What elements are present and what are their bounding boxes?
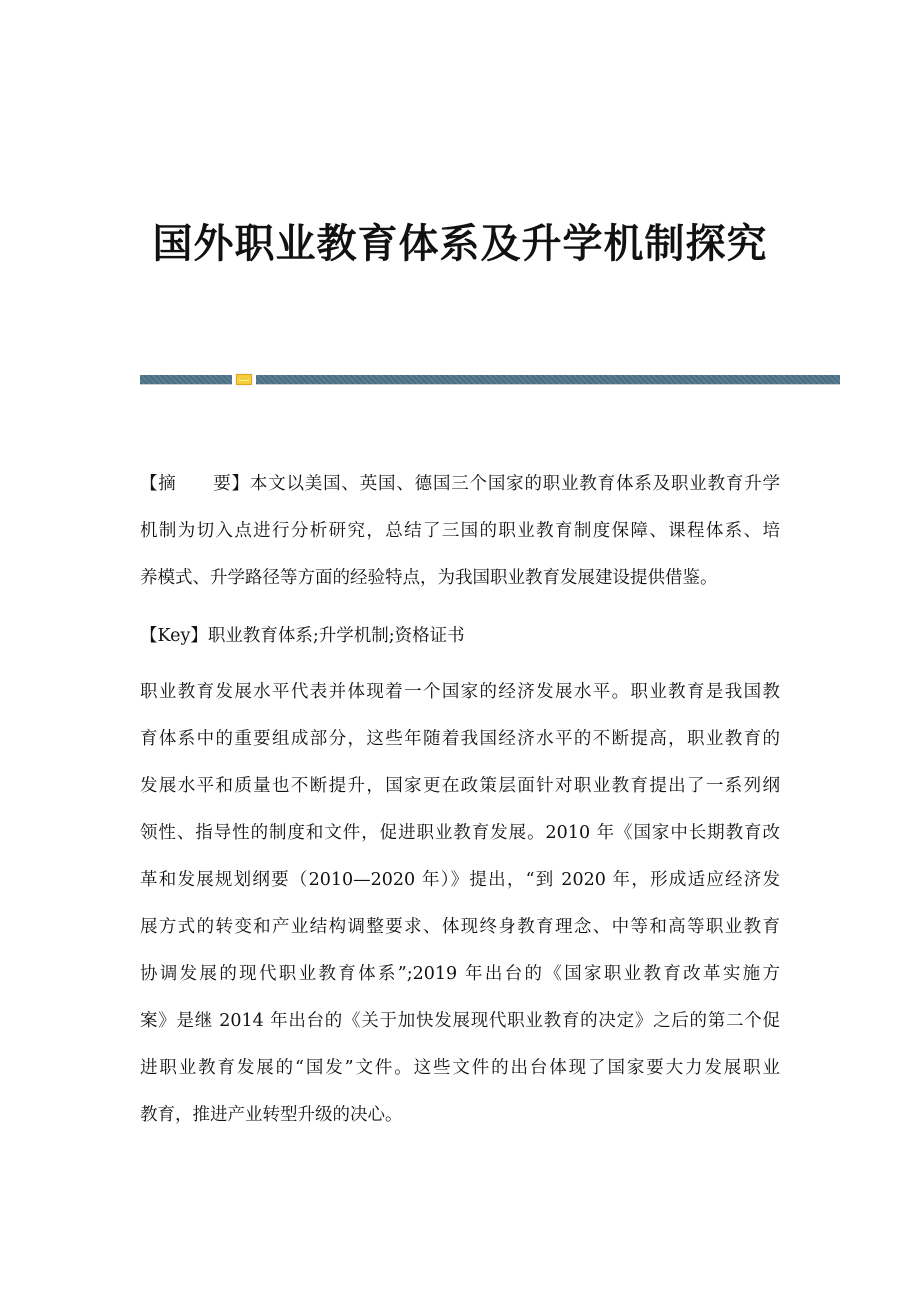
body-paragraph [140,669,780,1139]
body-line: 发展水平和质量也不断提升，国家更在政策层面针对职业教育提出了一系列纲 [140,776,780,796]
divider-bar-right [256,375,840,385]
keywords [140,613,780,660]
keywords-line: 【Key】职业教育体系;升学机制;资格证书 [140,626,465,646]
body-line: 展方式的转变和产业结构调整要求、体现终身教育理念、中等和高等职业教育 [140,917,780,937]
body-line: 职业教育发展水平代表并体现着一个国家的经济发展水平。职业教育是我国教 [140,682,780,702]
abstract [140,461,780,602]
body-line: 领性、指导性的制度和文件，促进职业教育发展。2010 年《国家中长期教育改 [140,823,780,843]
envelope-icon [236,374,252,385]
document-title: 国外职业教育体系及升学机制探究 [152,220,768,267]
divider-bar-left [140,375,232,385]
body-line: 进职业教育发展的“国发”文件。这些文件的出台体现了国家要大力发展职业 [140,1058,780,1078]
body-line: 案》是继 2014 年出台的《关于加快发展现代职业教育的决定》之后的第二个促 [140,1011,780,1031]
body-line: 革和发展规划纲要（2010—2020 年）》提出，“到 2020 年，形成适应经济发 [140,870,780,890]
abstract-line: 养模式、升学路径等方面的经验特点，为我国职业教育发展建设提供借鉴。 [140,568,718,588]
title-divider [140,375,840,385]
body-line: 教育，推进产业转型升级的决心。 [140,1105,403,1125]
abstract-line: 【摘 要】本文以美国、英国、德国三个国家的职业教育体系及职业教育升学 [140,474,780,494]
body-line: 育体系中的重要组成部分，这些年随着我国经济水平的不断提高，职业教育的 [140,729,780,749]
body-line: 协调发展的现代职业教育体系”;2019 年出台的《国家职业教育改革实施方 [140,964,780,984]
abstract-line: 机制为切入点进行分析研究，总结了三国的职业教育制度保障、课程体系、培 [140,521,780,541]
